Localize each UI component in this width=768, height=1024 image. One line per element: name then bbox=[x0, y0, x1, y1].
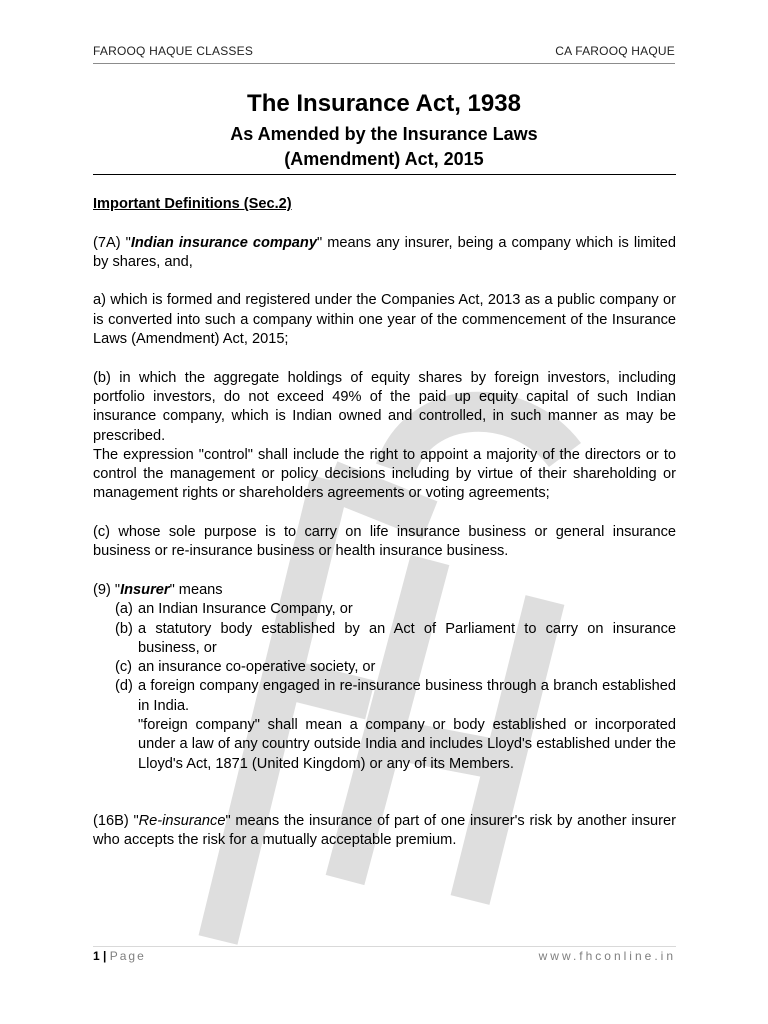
page-header bbox=[93, 41, 675, 64]
definition-9-term: Insurer bbox=[120, 581, 170, 598]
insurer-list bbox=[115, 600, 676, 774]
document-body bbox=[93, 195, 676, 851]
list-item bbox=[115, 677, 676, 773]
clause-c: (c) whose sole purpose is to carry on life insurance business or general insurance business or re-insurance business or health insurance business. bbox=[93, 524, 676, 560]
list-item-marker: (d) bbox=[115, 678, 133, 695]
list-item-text: a foreign company engaged in re-insurance business through a branch established in India. bbox=[138, 678, 676, 714]
list-item-text: a statutory body established by an Act of Parliament to carry on insurance business, or bbox=[138, 620, 676, 656]
definition-16b-prefix: (16B) " bbox=[93, 812, 139, 829]
definition-16b bbox=[93, 812, 676, 851]
definition-9-suffix: " means bbox=[169, 581, 223, 598]
control-expression: The expression "control" shall include the right to appoint a majority of the directors or to control the management or policy decisions including by virtue of their shareholding or management rights or shareholders agreements or voting agreements; bbox=[93, 446, 676, 502]
website-link[interactable]: www.fhconline.in bbox=[538, 949, 676, 963]
page-separator: | bbox=[99, 949, 110, 963]
page-number: 1 bbox=[93, 949, 100, 963]
definition-7a-term: Indian insurance company bbox=[130, 234, 317, 251]
definition-7a-prefix: (7A) " bbox=[93, 234, 131, 251]
definition-16b-suffix: " means the insurance of part of one insurer's risk by another insurer who accepts the risk for a mutually acceptable premium. bbox=[93, 812, 676, 849]
page-indicator bbox=[93, 949, 146, 963]
list-item-text: an insurance co-operative society, or bbox=[138, 659, 376, 676]
page-label: Page bbox=[109, 949, 146, 963]
list-item-marker: (c) bbox=[115, 659, 133, 676]
definition-7a bbox=[93, 234, 676, 273]
foreign-company-note: "foreign company" shall mean a company or body established or incorporated under a law of any country outside India and includes Lloyd's established under the Lloyd's Act, 1871 (United Kingdom) or any of its Members. bbox=[138, 717, 676, 772]
list-item bbox=[115, 600, 676, 619]
definition-16b-term: Re-insurance bbox=[138, 812, 226, 829]
document-subtitle-line2: (Amendment) Act, 2015 bbox=[284, 149, 484, 169]
header-right-text: CA FAROOQ HAQUE bbox=[555, 44, 675, 58]
definition-9-prefix: (9) " bbox=[93, 581, 121, 598]
clause-a: a) which is formed and registered under the Companies Act, 2013 as a public company or is converted into such a company within one year of the commencement of the Insurance Laws (Amendment) Act, 2015; bbox=[93, 292, 676, 348]
section-heading: Important Definitions (Sec.2) bbox=[93, 196, 292, 212]
definition-9 bbox=[93, 581, 676, 600]
title-divider bbox=[93, 174, 676, 175]
definition-7a-suffix: " means any insurer, being a company which is limited by shares, and, bbox=[93, 234, 677, 270]
header-left-text: FAROOQ HAQUE CLASSES bbox=[93, 44, 254, 58]
document-title: The Insurance Act, 1938 bbox=[247, 90, 521, 117]
list-item bbox=[115, 620, 676, 659]
document-subtitle-line1: As Amended by the Insurance Laws bbox=[230, 124, 538, 144]
list-item-marker: (a) bbox=[115, 601, 133, 618]
list-item bbox=[115, 658, 676, 677]
list-item-marker: (b) bbox=[115, 620, 133, 637]
clause-b: (b) in which the aggregate holdings of equity shares by foreign investors, including portfolio investors, do not exceed 49% of the paid up equity capital of such Indian insurance company, which is Indian owned and controlled, in such manner as may be prescribed. bbox=[93, 369, 676, 444]
page-footer bbox=[93, 946, 676, 967]
list-item-text: an Indian Insurance Company, or bbox=[138, 601, 353, 618]
